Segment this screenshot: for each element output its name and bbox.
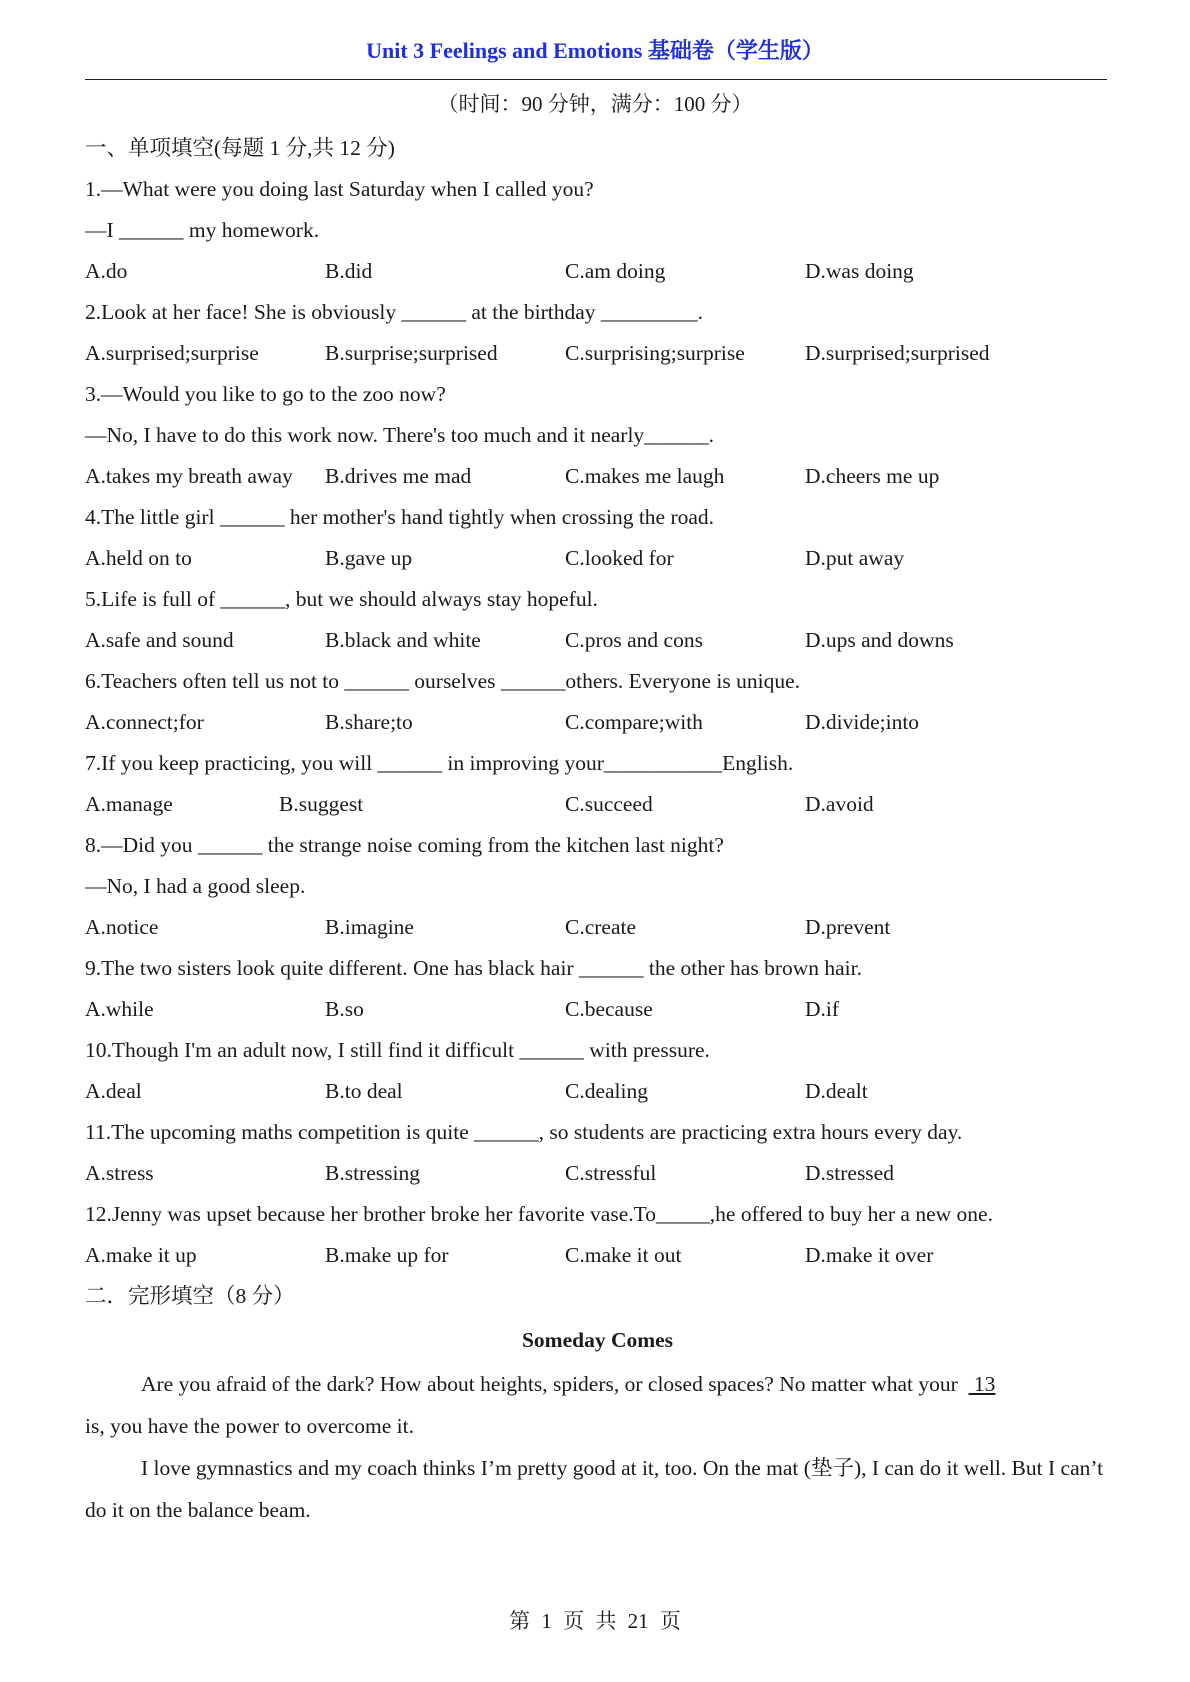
option-b: B.black and white: [325, 628, 481, 652]
option-b: B.surprise;surprised: [325, 341, 498, 365]
option-c: C.looked for: [565, 546, 674, 570]
option-c: C.dealing: [565, 1079, 648, 1103]
options-row: [85, 456, 1110, 497]
question-text: 11.The upcoming maths competition is quite ______, so students are practicing extra hours every day.: [85, 1120, 963, 1144]
options-row: [85, 251, 1110, 292]
question-text: 2.Look at her face! She is obviously ______ at the birthday _________.: [85, 300, 704, 324]
option-d: D.if: [805, 997, 840, 1021]
option-a: A.connect;for: [85, 710, 204, 734]
passage-paragraph: [85, 1363, 1110, 1447]
option-c: C.succeed: [565, 792, 653, 816]
question-text: 8.—Did you ______ the strange noise coming from the kitchen last night?: [85, 833, 724, 857]
option-c: C.make it out: [565, 1243, 682, 1267]
question-text: 6.Teachers often tell us not to ______ ourselves ______others. Everyone is unique.: [85, 669, 801, 693]
section-heading: 一、单项填空(每题 1 分,共 12 分): [85, 136, 395, 160]
option-a: A.surprised;surprise: [85, 341, 259, 365]
option-d: D.prevent: [805, 915, 891, 939]
page-number: 第 1 页 共 21 页: [509, 1609, 681, 1633]
option-c: C.because: [565, 997, 653, 1021]
options-row: [85, 702, 1110, 743]
option-c: C.am doing: [565, 259, 666, 283]
header-divider: [85, 79, 1107, 80]
option-b: B.drives me mad: [325, 464, 472, 488]
option-d: D.divide;into: [805, 710, 920, 734]
paragraph-text: Are you afraid of the dark? How about heights, spiders, or closed spaces? No matter what your: [141, 1372, 958, 1396]
question: [85, 743, 1110, 825]
question: [85, 1194, 1110, 1276]
options-row: [85, 538, 1110, 579]
option-a: A.takes my breath away: [85, 464, 293, 488]
question-text: —No, I have to do this work now. There's too much and it nearly______.: [85, 423, 715, 447]
passage-paragraph: I love gymnastics and my coach thinks I’m pretty good at it, too. On the mat (垫子), I can do it well. But I can’t do it on the balance beam.: [85, 1456, 1104, 1522]
option-b: B.did: [325, 259, 373, 283]
option-b: B.share;to: [325, 710, 413, 734]
options-row: [85, 1235, 1110, 1276]
exam-info: （时间：90 分钟，满分：100 分）: [437, 92, 753, 116]
question: [85, 825, 1110, 948]
option-a: A.while: [85, 997, 154, 1021]
option-d: D.avoid: [805, 792, 874, 816]
question-text: 4.The little girl ______ her mother's hand tightly when crossing the road.: [85, 505, 715, 529]
option-b: B.to deal: [325, 1079, 403, 1103]
options-row: [85, 907, 1110, 948]
option-d: D.ups and downs: [805, 628, 954, 652]
options-row: [85, 620, 1110, 661]
question-text: 5.Life is full of ______, but we should always stay hopeful.: [85, 587, 598, 611]
option-d: D.dealt: [805, 1079, 868, 1103]
passage-title: Someday Comes: [521, 1328, 674, 1352]
option-a: A.held on to: [85, 546, 192, 570]
option-a: A.make it up: [85, 1243, 197, 1267]
option-b: B.imagine: [325, 915, 414, 939]
question-text: 9.The two sisters look quite different. One has black hair ______ the other has brown hair.: [85, 956, 863, 980]
question: [85, 661, 1110, 743]
option-a: A.stress: [85, 1161, 154, 1185]
question-text: —I ______ my homework.: [85, 218, 320, 242]
option-c: C.create: [565, 915, 637, 939]
blank-number: 13: [968, 1372, 996, 1396]
option-a: A.do: [85, 259, 128, 283]
question-text: 7.If you keep practicing, you will ______ in improving your___________English.: [85, 751, 794, 775]
option-b: B.so: [325, 997, 364, 1021]
option-d: D.put away: [805, 546, 905, 570]
option-b: B.make up for: [325, 1243, 449, 1267]
option-d: D.was doing: [805, 259, 914, 283]
option-a: A.manage: [85, 792, 173, 816]
option-c: C.stressful: [565, 1161, 657, 1185]
option-a: A.safe and sound: [85, 628, 234, 652]
option-d: D.surprised;surprised: [805, 341, 990, 365]
question: [85, 497, 1110, 579]
option-c: C.surprising;surprise: [565, 341, 745, 365]
option-a: A.notice: [85, 915, 159, 939]
question-text: 10.Though I'm an adult now, I still find it difficult ______ with pressure.: [85, 1038, 710, 1062]
options-row: [85, 1071, 1110, 1112]
document-body: [85, 128, 1110, 1531]
options-row: [85, 784, 1110, 825]
section-heading: 二．完形填空（8 分）: [85, 1284, 295, 1308]
option-d: D.stressed: [805, 1161, 894, 1185]
question-text: 1.—What were you doing last Saturday when I called you?: [85, 177, 594, 201]
option-b: B.stressing: [325, 1161, 420, 1185]
option-a: A.deal: [85, 1079, 142, 1103]
option-c: C.pros and cons: [565, 628, 703, 652]
option-c: C.compare;with: [565, 710, 703, 734]
options-row: [85, 333, 1110, 374]
options-row: [85, 1153, 1110, 1194]
question: [85, 374, 1110, 497]
paragraph-text: is, you have the power to overcome it.: [85, 1414, 414, 1438]
option-c: C.makes me laugh: [565, 464, 725, 488]
page-title: Unit 3 Feelings and Emotions 基础卷（学生版）: [366, 38, 824, 63]
question-text: 3.—Would you like to go to the zoo now?: [85, 382, 446, 406]
options-row: [85, 989, 1110, 1030]
question: [85, 1030, 1110, 1112]
option-b: B.gave up: [325, 546, 413, 570]
question: [85, 948, 1110, 1030]
question-text: 12.Jenny was upset because her brother broke her favorite vase.To_____,he offered to buy her a new one.: [85, 1202, 993, 1226]
option-d: D.make it over: [805, 1243, 934, 1267]
question: [85, 579, 1110, 661]
question: [85, 292, 1110, 374]
question: [85, 1112, 1110, 1194]
option-d: D.cheers me up: [805, 464, 940, 488]
question: [85, 169, 1110, 292]
question-text: —No, I had a good sleep.: [85, 874, 306, 898]
option-b: B.suggest: [279, 792, 364, 816]
